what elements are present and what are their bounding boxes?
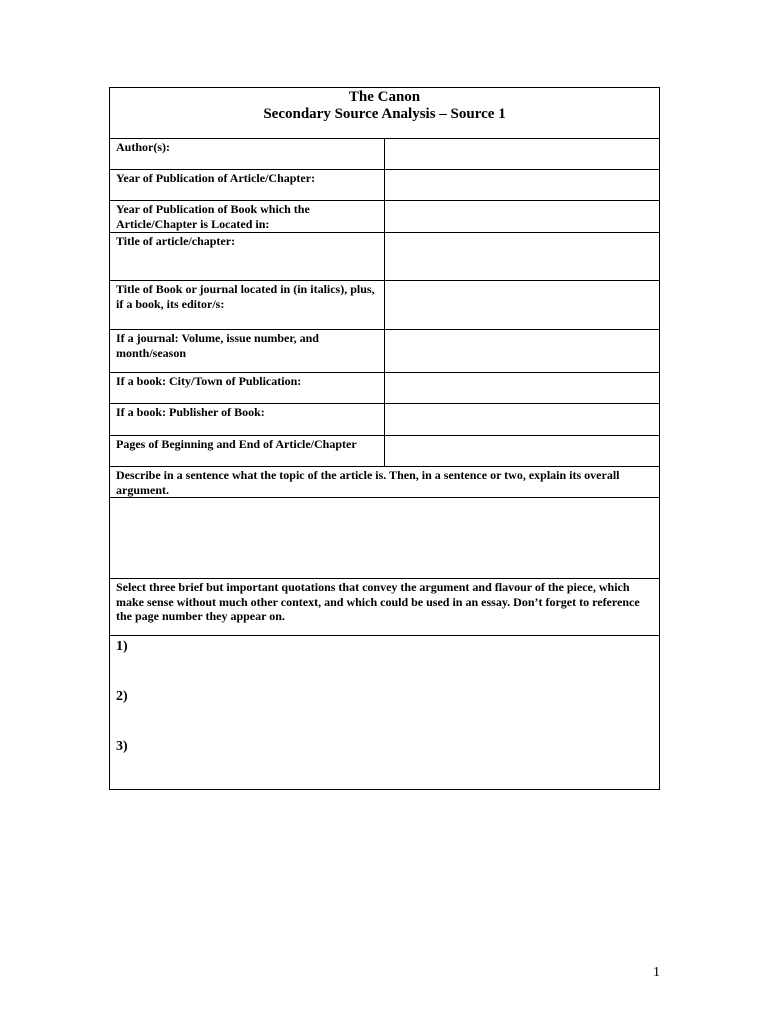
field-value-publication-city[interactable] xyxy=(385,373,660,404)
summary-prompt: Describe in a sentence what the topic of the article is. Then, in a sentence or two, explain its overall argument. xyxy=(110,467,660,498)
field-value-authors[interactable] xyxy=(385,139,660,170)
quotation-item-2: 2) xyxy=(116,689,128,704)
field-value-book-year[interactable] xyxy=(385,201,660,233)
page-number: 1 xyxy=(653,965,660,980)
field-value-article-title[interactable] xyxy=(385,233,660,281)
field-label-authors: Author(s): xyxy=(110,139,385,170)
quotation-item-1: 1) xyxy=(116,639,128,654)
field-label-journal-volume: If a journal: Volume, issue number, and month/season xyxy=(110,330,385,373)
form-title: The Canon xyxy=(348,89,421,105)
field-label-pages: Pages of Beginning and End of Article/Chapter xyxy=(110,436,385,467)
field-label-publisher: If a book: Publisher of Book: xyxy=(110,404,385,436)
field-value-journal-volume[interactable] xyxy=(385,330,660,373)
form-header xyxy=(110,88,660,139)
field-label-book-year: Year of Publication of Book which the Article/Chapter is Located in: xyxy=(110,201,385,233)
field-label-article-title: Title of article/chapter: xyxy=(110,233,385,281)
form-subtitle: Secondary Source Analysis – Source 1 xyxy=(263,106,506,122)
quotations-prompt: Select three brief but important quotations that convey the argument and flavour of the piece, which make sense without much other context, and which could be used in an essay. Don’t forget to reference the page number they appear on. xyxy=(110,579,660,636)
field-label-publication-city: If a book: City/Town of Publication: xyxy=(110,373,385,404)
field-label-article-year: Year of Publication of Article/Chapter: xyxy=(110,170,385,201)
quotations-answer[interactable] xyxy=(110,636,660,790)
summary-answer[interactable] xyxy=(110,498,660,579)
field-label-book-journal-title: Title of Book or journal located in (in italics), plus, if a book, its editor/s: xyxy=(110,281,385,330)
field-value-publisher[interactable] xyxy=(385,404,660,436)
field-value-article-year[interactable] xyxy=(385,170,660,201)
field-value-book-journal-title[interactable] xyxy=(385,281,660,330)
quotation-item-3: 3) xyxy=(116,739,128,754)
field-value-pages[interactable] xyxy=(385,436,660,467)
source-analysis-form xyxy=(109,87,660,790)
